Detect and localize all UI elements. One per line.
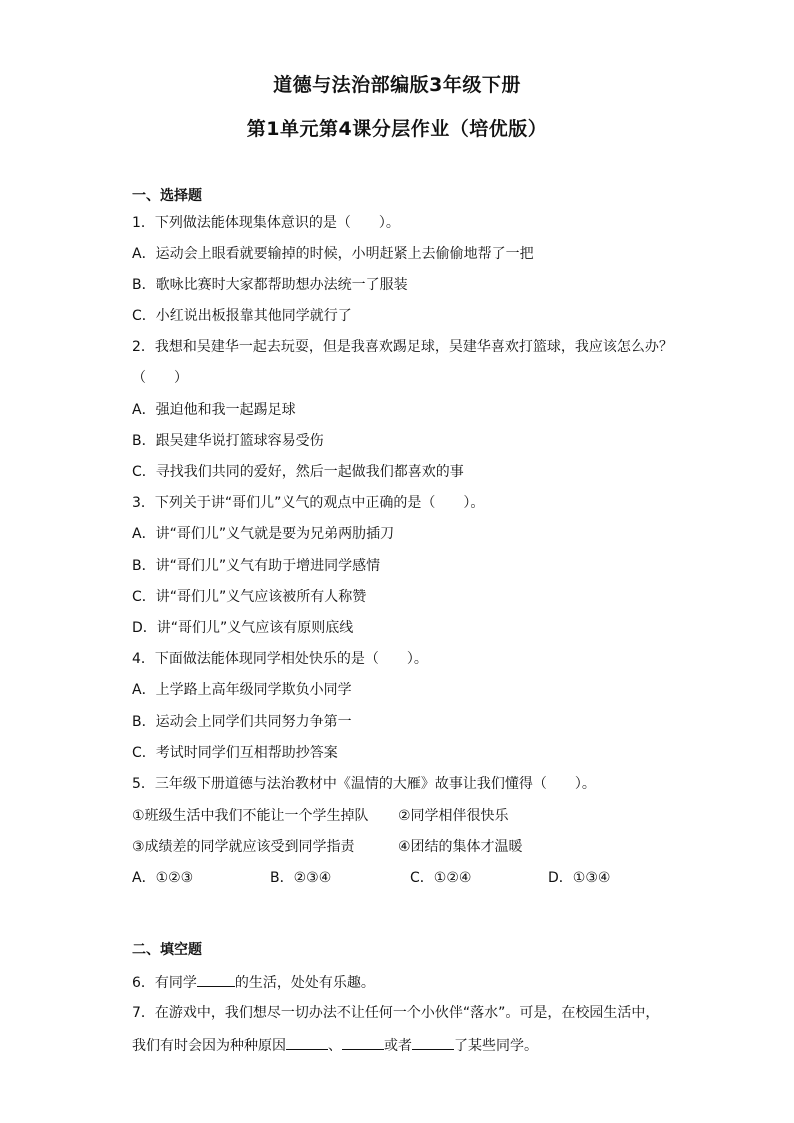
question-7-text-4: 了某些同学。 — [454, 1038, 538, 1054]
question-5-statement-1: ①班级生活中我们不能让一个学生掉队 — [132, 808, 369, 824]
question-7-blank-2[interactable] — [342, 1035, 384, 1050]
document-subtitle: 第1单元第4课分层作业（培优版） — [246, 118, 548, 140]
question-7-text-1: 我们有时会因为种种原因 — [132, 1038, 286, 1054]
section-heading-fill-blank: 二、填空题 — [132, 942, 202, 958]
question-5-stem: 5．三年级下册道德与法治教材中《温情的大雁》故事让我们懂得（ ）。 — [132, 776, 596, 792]
question-5-choice-a: A．①②③ — [132, 870, 194, 886]
question-4-stem: 4．下面做法能体现同学相处快乐的是（ ）。 — [132, 651, 428, 667]
question-1-option-b: B．歌咏比赛时大家都帮助想办法统一了服装 — [132, 277, 408, 293]
question-3-option-d: D．讲“哥们儿”义气应该有原则底线 — [132, 620, 354, 636]
question-3-stem: 3．下列关于讲“哥们儿”义气的观点中正确的是（ ）。 — [132, 495, 485, 511]
question-6 — [132, 972, 375, 992]
question-7-text-2: 、 — [328, 1038, 342, 1054]
question-2-option-b: B．跟吴建华说打篮球容易受伤 — [132, 433, 324, 449]
question-2-option-a: A．强迫他和我一起踢足球 — [132, 402, 296, 418]
question-7-line-2 — [132, 1035, 538, 1055]
question-5-statement-2: ②同学相伴很快乐 — [398, 808, 509, 824]
question-7-blank-1[interactable] — [286, 1035, 328, 1050]
question-5-choice-c: C．①②④ — [410, 870, 472, 886]
section-heading-choice: 一、选择题 — [132, 188, 202, 204]
question-7-line-1: 7．在游戏中，我们想尽一切办法不让任何一个小伙伴“落水”。可是，在校园生活中， — [132, 1005, 660, 1021]
question-6-text-before: 6．有同学 — [132, 975, 197, 991]
question-7-text-3: 或者 — [384, 1038, 412, 1054]
question-4-option-b: B．运动会上同学们共同努力争第一 — [132, 714, 352, 730]
document-title: 道德与法治部编版3年级下册 — [273, 74, 521, 96]
question-5-choice-d: D．①③④ — [548, 870, 611, 886]
question-6-text-after: 的生活，处处有乐趣。 — [234, 975, 375, 991]
question-3-option-a: A．讲“哥们儿”义气就是要为兄弟两肋插刀 — [132, 526, 395, 542]
question-5-statement-4: ④团结的集体才温暖 — [398, 839, 523, 855]
question-3-option-c: C．讲“哥们儿”义气应该被所有人称赞 — [132, 589, 367, 605]
question-1-option-a: A．运动会上眼看就要输掉的时候，小明赶紧上去偷偷地帮了一把 — [132, 246, 534, 262]
question-4-option-c: C．考试时同学们互相帮助抄答案 — [132, 745, 338, 761]
question-2-stem-continued: （ ） — [132, 370, 188, 386]
question-5-statement-3: ③成绩差的同学就应该受到同学指责 — [132, 839, 355, 855]
question-6-blank[interactable] — [197, 972, 235, 987]
question-1-stem: 1．下列做法能体现集体意识的是（ ）。 — [132, 215, 400, 231]
question-2-stem: 2．我想和吴建华一起去玩耍，但是我喜欢踢足球，吴建华喜欢打篮球，我应该怎么办？ — [132, 339, 673, 355]
question-4-option-a: A．上学路上高年级同学欺负小同学 — [132, 682, 352, 698]
question-2-option-c: C．寻找我们共同的爱好，然后一起做我们都喜欢的事 — [132, 464, 464, 480]
question-1-option-c: C．小红说出板报靠其他同学就行了 — [132, 308, 352, 324]
question-7-blank-3[interactable] — [412, 1035, 454, 1050]
question-5-choice-b: B．②③④ — [270, 870, 332, 886]
question-3-option-b: B．讲“哥们儿”义气有助于增进同学感情 — [132, 558, 381, 574]
